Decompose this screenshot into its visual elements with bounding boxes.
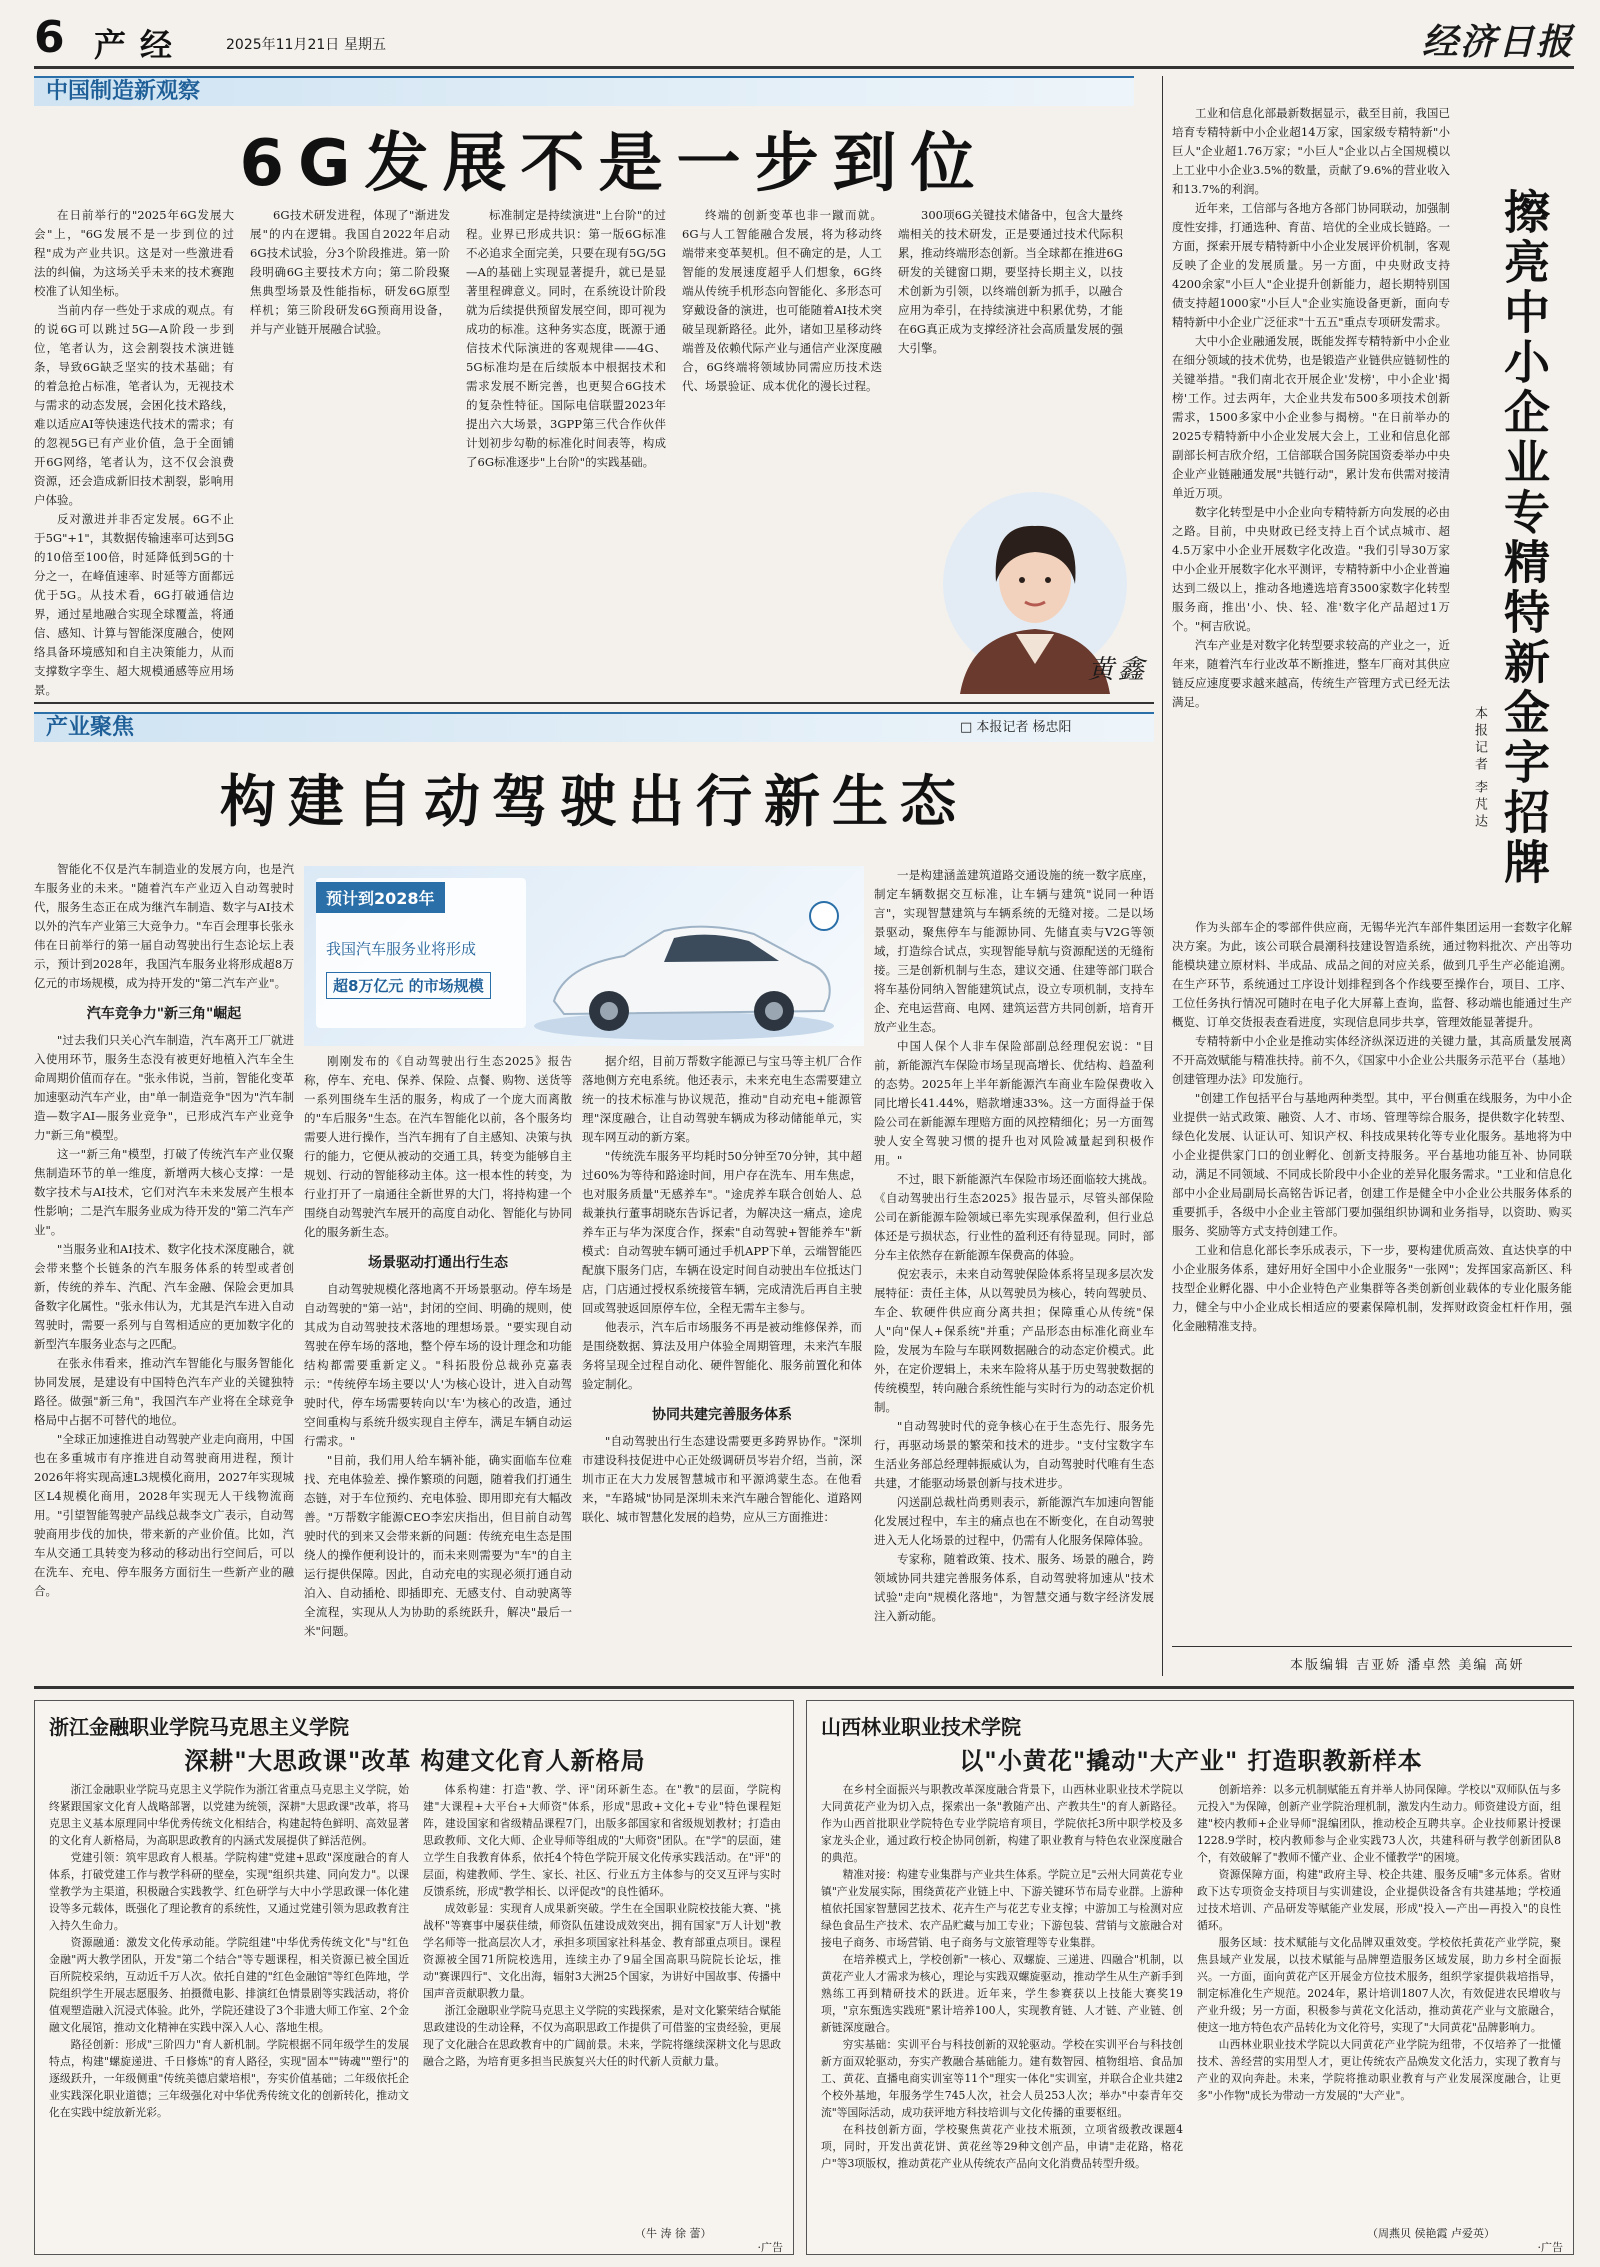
article2-byline: □ 本报记者 杨忠阳 (960, 720, 1072, 735)
ad2-col-2 (1197, 1781, 1561, 2221)
paragraph: 服务区域：技术赋能与文化品牌双重效变。学校依托黄花产业学院，聚焦县域产业发展，以技术赋能与品牌塑造服务区域发展，助力乡村全面振兴。一方面，面向黄花产区开展金方位技术服务，组织学家提供栽培指导，制定标准化生产规范。2024年，累计培训1807人次，有效促进农民增收与产业升级；另一方面，积极参与黄花文化活动，推动黄花产业与文旅融合，使这一地方特色农产品转化为文化符号，实现了"大同黄花"品牌影响力。 (1197, 1936, 1561, 2034)
article3-col-upper (1172, 104, 1450, 914)
editors-credit: 本版编辑 吉亚娇 潘卓然 美编 高妍 (1290, 1658, 1525, 1673)
ad1-signature: （牛 涛 徐 蕾） (635, 2227, 712, 2240)
paragraph: 在日前举行的"2025年6G发展大会"上，"6G发展不是一步到位的过程"成为产业共识。这是对一些激进看法的纠偏，为这场关乎未来的技术赛跑校准了认知坐标。 (34, 208, 234, 298)
caption-tag: 预计到2028年 (316, 882, 445, 913)
paragraph: 不过，眼下新能源汽车保险市场还面临较大挑战。《自动驾驶出行生态2025》报告显示，尽管头部保险公司在新能源车险领域已率先实现承保盈利，但行业总体还是亏损状态，行业性的盈利还有待显现。同时，部分车主依然存在新能源车保费高的体验。 (874, 1172, 1154, 1262)
ad1-col-2 (423, 1781, 781, 2221)
ad1-school: 浙江金融职业学院马克思主义学院 (49, 1715, 349, 1739)
article1-col-4 (682, 206, 882, 696)
paragraph: 资源保障方面，构建"政府主导、校企共建、服务反哺"多元体系。省财政下达专项资金支持项目与实训建设，企业提供设备含有共建基地；学校通过技术培训、产品研发等赋能产业发展，形成"投入—产出—再投入"的良性循环。 (1197, 1868, 1561, 1932)
car-illustration (524, 886, 854, 1046)
paragraph: 反对激进并非否定发展。6G不止于5G"+1"，其数据传输速率可达到5G的10倍至100倍，时延降低到5G的十分之一，在峰值速率、时延等方面都远优于5G。从技术看，6G打破通信边界，通过星地融合实现全球覆盖，将通信、感知、计算与智能深度融合，使网络具备环境感知和自主决策能力，从而支撑数字孪生、超大规模通感等应用场景。 (34, 512, 234, 696)
paragraph: 在科技创新方面，学校聚焦黄花产业技术瓶颈，立项省级教改课题4项，同时，开发出黄花饼、黄花丝等29种文创产品，申请"走花路，格花户"等3项版权，推动黄花产业从传统农产品向文化消费品转型升级。 (821, 2123, 1183, 2170)
paragraph: 一是构建涵盖建筑道路交通设施的统一数字底座，制定车辆数据交互标准，让车辆与建筑"说同一种语言"，实现智慧建筑与车辆系统的无缝对接。二是以场景驱动，聚焦停车与能源协同、先储直卖与V2G等领域，打造综合试点，实现智能导航与资源配送的无缝衔接。三是创新机制与生态，建议交通、住建等部门联合将车基份同纳入智能建筑试点，设立专项机制，支持车企、充电运营商、电网、建筑运营方共同创新，培育开放产业生态。 (874, 868, 1154, 1034)
advertorial-2 (806, 1700, 1574, 2255)
paragraph: 创新培养：以多元机制赋能五育并举人协同保障。学校以"双师队伍与多元投入"为保障，创新产业学院治理机制，激发内生动力。师资建设方面，组建"校内教师+企业导师"混编团队，推动校企互聘共享。企业技师累计授课1228.9学时，校内教师参与企业实践73人次，共建科研与教学创新团队8个，有效破解了"教师不懂产业、企业不懂教学"的困境。 (1197, 1783, 1561, 1864)
issue-weekday: 星期五 (344, 37, 386, 53)
paragraph: "目前，我们用人给车辆补能，确实面临车位难找、充电体验差、操作繁琐的问题，随着我们打通生态链，对于车位预约、充电体验、即用即充有大幅改善。"万帮数字能源CEO李宏庆指出，但目前自动驾驶时代的到来又会带来新的问题：传统充电生态是围绕人的操作便利设计的，而未来则需要为"车"的自主运行提供保障。因此，自动充电的实现必须打通自动泊入、自动插枪、即插即充、无感支付、自动驶离等全流程，实现从人为协助的系统跃升，解决"最后一米"问题。 (304, 1453, 572, 1638)
page-number: 6 (34, 12, 65, 63)
ad2-ad-mark: ·广告 (1537, 2241, 1563, 2254)
paragraph: 智能化不仅是汽车制造业的发展方向，也是汽车服务业的未来。"随着汽车产业迈入自动驾驶时代，服务生态正在成为继汽车制造、数字与AI技术以外的汽车产业第三大竞争力。"车百会理事长张永伟在日前举行的第一届自动驾驶出行生态论坛上表示，预计到2028年，我国汽车服务业将形成超8万亿元的市场规模，成为持开发的"第二汽车产业"。 (34, 862, 294, 990)
ad1-col-1 (49, 1781, 409, 2241)
subheading-2: 场景驱动打通出行生态 (368, 1255, 508, 1271)
caption-line: 超8万亿元 的市场规模 (326, 972, 491, 999)
page-header (34, 14, 1574, 70)
reporter-label: 本报记者 (1472, 706, 1487, 774)
paragraph: 刚刚发布的《自动驾驶出行生态2025》报告称，停车、充电、保养、保险、点餐、购物、送货等一系列围绕车生活的服务，构成了一个庞大而离散的"车后服务"生态。在汽车智能化以前，各个服务均需要人进行操作，当汽车拥有了自主感知、决策与执行的能力，它便从被动的交通工具，转变为能够自主规划、行动的智能移动主体。这一根本性的转变，为行业打开了一扇通往全新世界的大门，将持构建一个围绕自动驾驶汽车展开的高度自动化、智能化与协同化的服务新生态。 (304, 1054, 572, 1239)
paragraph: 专精特新中小企业是推动实体经济纵深迈进的关键力量，其高质量发展离不开高效赋能与精准扶持。前不久，《国家中小企业公共服务示范平台（基地）创建管理办法》印发施行。 (1172, 1034, 1572, 1086)
ad2-school: 山西林业职业技术学院 (821, 1715, 1021, 1739)
column-tag: 中国制造新观察 (46, 79, 201, 104)
paragraph: 穷实基础：实训平台与科技创新的双轮驱动。学校在实训平台与科技创新方面双轮驱动，夯实产教融合基础能力。建有数智园、植物组培、食品加工、黄花、直播电商实训室等11个"理实一体化"实训室，并联合企业共建2个校外基地，年服务学生745人次，社会人员253人次；举办"中泰青年交流"等国际活动，成功获评地方科技培训与文化传播的重要枢纽。 (821, 2038, 1183, 2119)
paragraph: 自动驾驶规模化落地离不开场景驱动。停车场是自动驾驶的"第一站"，封闭的空间、明确的规则，使其成为自动驾驶技术落地的理想场景。"要实现自动驾驶在停车场的落地，整个停车场的设计理念和功能结构都需要重新定义。"科拓股份总裁孙克嘉表示："传统停车场主要以'人'为核心设计，进入自动驾驶时代，停车场需要转向以'车'为核心的改造，通过空间重构与系统升级实现自主停车，满足车辆自动运行需求。" (304, 1282, 572, 1448)
subheading-3: 协同共建完善服务体系 (652, 1407, 792, 1423)
paragraph: "当服务业和AI技术、数字化技术深度融合，就会带来整个长链条的汽车服务体系的转型或者创新，传统的养车、汽配、汽车金融、保险会更加具备数字化属性。"张永伟认为，尤其是汽车进入自动驾驶时，需要一系列与自驾相适应的更加数字化的新型汽车服务业态与之匹配。 (34, 1242, 294, 1351)
article2-col-4 (874, 866, 1154, 1675)
masthead-logo: 经济日报 (1421, 21, 1574, 63)
paragraph: 党建引领：筑牢思政育人根基。学院构建"党建+思政"深度融合的育人体系，打破党建工作与教学科研的壁垒，实现"组织共建、同向发力"。以课堂教学为主渠道，积极融合实践教学、红色研学与大中小学思政课一体化建设等多元载体，既强化了理论教育的系统性，又通过党建引领为思政教育注入持久生命力。 (49, 1851, 409, 1932)
paragraph: "自动驾驶时代的竞争核心在于生态先行、服务先行，再驱动场景的繁荣和技术的进步。"支付宝数字车生活业务部总经理韩振威认为，自动驾驶时代唯有生态共建，才能驱动场景创新与技术进步。 (874, 1419, 1154, 1490)
paragraph: 汽车产业是对数字化转型要求较高的产业之一，近年来，随着汽车行业改革不断推进，整车厂商对其供应链反应速度要求越来越高，传统生产管理方式已经无法满足。 (1172, 638, 1450, 709)
paragraph: 工业和信息化部最新数据显示，截至目前，我国已培育专精特新中小企业超14万家，国家级专精特新"小巨人"企业超1.76万家；"小巨人"企业以占全国规模以上工业中小企业3.5%的数量，贡献了9.6%的营业收入和13.7%的利润。 (1172, 106, 1450, 196)
feature-illustration (304, 866, 864, 1046)
paragraph: 工业和信息化部长李乐成表示，下一步，要构建优质高效、直达快享的中小企业服务体系，建好用好全国中小企业服务"一张网"；发挥国家高新区、科技型企业孵化器、中小企业特色产业集群等各类创新创业载体的专业化服务能力，健全与中小企业成长相适应的要素保障机制，发挥财政资金杠杆作用，强化金融精准支持。 (1172, 1243, 1572, 1333)
article1-col-1 (34, 206, 234, 696)
paragraph: 路径创新：形成"三阶四力"育人新机制。学院根据不同年级学生的发展特点，构建"螺旋递进、千日修炼"的育人路径，实现"固本""铸魂""塑行"的逐级跃升，一年级侧重"传统美德启蒙培根"，夯实价值基础；二年级依托企业实践深化职业道德；三年级强化对中华优秀传统文化的创新转化，推动文化在实践中绽放新光彩。 (49, 2038, 409, 2119)
article2-col-2 (304, 1052, 572, 1675)
paragraph: 作为头部车企的零部件供应商，无锡华光汽车部件集团运用一套数字化解决方案。为此，该公司联合晨潮科技建设智造系统，通过物料批次、产出等功能模块建立原材料、半成品、成品之间的对应关系，做到几乎生产必能追溯。在生产环节，系统通过工序设计划排程到各个作线要至操作台，项目、工序、工位任务执行情况可随时在电子化大屏幕上查询，监督、移动端也能通过生产概览、订单交货报表查看进度，实现信息同步共享，管理效能显著提升。 (1172, 920, 1572, 1029)
article1-col-2 (250, 206, 450, 696)
paragraph: 标准制定是持续演进"上台阶"的过程。业界已形成共识：第一版6G标准不必追求全面完美，只要在现有5G/5G—A的基础上实现显著提升，就已是显著里程碑意义。同时，在系统设计阶段就为后续提供预留发展空间，即可视为成功的标准。这种务实态度，既源于通信技术代际演进的客观规律——4G、5G标准均是在后续版本中根据技术和需求发展不断完善，也更契合6G技术的复杂性特征。国际电信联盟2023年提出六大场景，3GPP第三代合作伙伴计划初步勾勒的标准化时间表等，构成了6G标准逐步"上台阶"的实践基础。 (466, 208, 666, 469)
paragraph: "创建工作包括平台与基地两种类型。其中，平台侧重在线服务，为中小企业提供一站式政策、融资、人才、市场、管理等综合服务，提供数字化转型、绿色化发展、认证认可、知识产权、科技成果转化等专业化服务。基地将为中小企业提供家门口的创业孵化、创新支持服务。平台基地功能互补、协同联动，满足不同领域、不同成长阶段中小企业的差异化服务需求。"工业和信息化部中小企业局副局长高铭告诉记者，创建工作是健全中小企业公共服务体系的重要抓手，各级中小企业主管部门要加强组织协调和业务指导，以资助、购买服务、奖励等方式支持创建工作。 (1172, 1091, 1572, 1238)
article2-title: 构建自动驾驶出行新生态 (220, 770, 968, 835)
article2-col-1 (34, 860, 294, 1675)
paragraph: 浙江金融职业学院马克思主义学院的实践探索，是对文化繁荣结合赋能思政建设的生动诠释，不仅为高职思政工作提供了可借鉴的宝贵经验，更展现了文化融合在思政教育中的广阔前景。未来，学院将继续深耕文化与思政融合之路，为培育更多担当民族复兴大任的时代新人贡献力量。 (423, 2004, 781, 2068)
column-tag-bar (34, 76, 1134, 106)
paragraph: 数字化转型是中小企业向专精特新方向发展的必由之路。目前，中央财政已经支持上百个试点城市、超4.5万家中小企业开展数字化改造。"我们引导30万家中小企业开展数字化水平测评，专精特新中小企业普遍达到二级以上，推动各地遴选培育3500家数字化转型服务商，推出'小、快、轻、准'数字化产品超过1万个。"柯吉欣说。 (1172, 505, 1450, 633)
paragraph: 成效彰显：实现育人成果新突破。学生在全国职业院校技能大赛、"挑战杯"等赛事中屡获佳绩，师资队伍建设成效突出，拥有国家"万人计划"教学名师等一批高层次人才，承担多项国家社科基金、教育部重点项目。课程资源被全国71所院校选用，连续主办了9届全国高职马院院长论坛，推动"赛课四行"、文化出海，辐射3大洲25个国家，为讲好中国故事、传播中国声音贡献职教力量。 (423, 1902, 781, 2000)
paragraph: 当前内存一些处于求成的观点。有的说6G可以跳过5G—A阶段一步到位，笔者认为，这会割裂技术演进链条，导致6G缺乏坚实的技术基础；有的着急抢占标准，笔者认为，无视技术与需求的动态发展，会困化技术路线，难以适应AI等快速迭代技术的需求；有的忽视5G已有产业价值，急于全面铺开6G网络，笔者认为，这不仅会浪费资源，还会造成新旧技术割裂，影响用户体验。 (34, 303, 234, 507)
paragraph: "过去我们只关心汽车制造，汽车离开工厂就进入使用环节，服务生态没有被更好地植入汽车全生命周期价值而存在。"张永伟说，当前，智能化变革加速驱动汽车产业，由"单一制造竞争"因为"汽车制造—数字AI—服务业竞争"，已形成汽车产业竞争力"新三角"模型。 (34, 1033, 294, 1142)
paragraph: 精准对接：构建专业集群与产业共生体系。学院立足"云州大同黄花专业镇"产业发展实际，围绕黄花产业链上中、下游关键环节布局专业群。上游种植依托国家智慧园艺技术、花卉生产与花艺专业支撑；中游加工与检测对应绿色食品生产技术、农产品贮藏与加工专业；下游包装、营销与文旅融合对接电子商务、市场营销、电子商务与文旅管理等专业集群。 (821, 1868, 1183, 1949)
section-name: 产经 (94, 26, 187, 64)
article1-col-3 (466, 206, 666, 696)
paragraph: 6G技术研发进程，体现了"渐进发展"的内在逻辑。我国自2022年启动6G技术试验，分3个阶段推进。第一阶段明确6G主要技术方向；第二阶段聚焦典型场景及性能指标，研发6G原型样机；第三阶段研发6G预商用设备，并与产业链开展融合试验。 (250, 208, 450, 336)
paragraph: 这一"新三角"模型，打破了传统汽车产业仅聚焦制造环节的单一维度，新增两大核心支撑：一是数字技术与AI技术，它们对汽车未来发展产生根本性影响；二是汽车服务业成为待开发的"第二汽车产业"。 (34, 1147, 294, 1237)
paragraph: 他表示，汽车后市场服务不再是被动维修保养，而是围绕数据、算法及用户体验全周期管理，未来汽车服务将呈现全过程自动化、硬件智能化、服务前置化和体验定制化。 (582, 1320, 862, 1391)
paragraph: 中国人保个人非车保险部副总经理倪宏说："目前，新能源汽车保险市场呈现高增长、优结构、趋盈利的态势。2025年上半年新能源汽车商业车险保费收入同比增长41.44%，赔款增速33%。这一方面得益于保险公司在新能源车理赔方面的风控精细化；另一方面驾驶人安全驾驶习惯的提升也对风险减量起到积极作用。" (874, 1039, 1154, 1167)
author-signature: 黄鑫 (1087, 655, 1148, 685)
ad2-col-1 (821, 1781, 1183, 2241)
paragraph: "自动驾驶出行生态建设需要更多跨界协作。"深圳市建设科技促进中心正处级调研员岑岩介绍，当前，深圳市正在大力发展智慧城市和平源鸿蒙生态。在他看来，"车路城"协同是深圳未来汽车融合智能化、道路网联化、城市智慧化发展的趋势，应从三方面推进： (582, 1434, 862, 1524)
paragraph: 浙江金融职业学院马克思主义学院作为浙江省重点马克思主义学院，始终紧跟国家文化育人战略部署，以党建为统领，深耕"大思政课"改革，将马克思主义基本原理同中华优秀传统文化相结合，构建起特色鲜明、高效显著的文化育人新格局，为高职思政教育的内涵式发展提供了鲜活范例。 (49, 1783, 409, 1847)
subheading-1: 汽车竞争力"新三角"崛起 (86, 1006, 242, 1022)
caption-line: 我国汽车服务业将形成 (326, 940, 477, 958)
reporter-name: 李芃达 (1472, 780, 1487, 831)
column-tag-2: 产业聚焦 (46, 715, 135, 740)
paragraph: 据介绍，目前万帮数字能源已与宝马等主机厂合作落地侧方充电系统。他还表示，未来充电生态需要建立统一的技术标准与协议规范，推动"自动充电+能源管理"深度融合，让自动驾驶车辆成为移动储能单元，实现车网互动的新方案。 (582, 1054, 862, 1144)
paragraph: 在张永伟看来，推动汽车智能化与服务智能化协同发展，是建设有中国特色汽车产业的关键独特路径。做强"新三角"，我国汽车产业将在全球竞争格局中占据不可替代的地位。 (34, 1356, 294, 1427)
ad1-ad-mark: ·广告 (757, 2241, 783, 2254)
article1-col-5 (898, 206, 1123, 486)
paragraph: 专家称，随着政策、技术、服务、场景的融合，跨领域协同共建完善服务体系，自动驾驶将加速从"技术试验"走向"规模化落地"，为智慧交通与数字经济发展注入新动能。 (874, 1552, 1154, 1623)
article3-col-lower (1172, 918, 1572, 1638)
ad2-signature: （周燕贝 侯艳霞 卢爱英） (1367, 2227, 1495, 2240)
advertorial-1 (34, 1700, 794, 2255)
author-portrait (930, 484, 1148, 694)
article1-title: 6G发展不是一步到位 (239, 127, 989, 201)
paragraph: 倪宏表示，未来自动驾驶保险体系将呈现多层次发展特征：责任主体，从以驾驶员为核心，转向驾驶员、车企、软硬件供应商分离共担；保障重心从传统"保人"向"保人+保系统"并重；产品形态由标准化商业车险，发展为车险与车联网数据融合的动态定价模式。此外，在定价逻辑上，未来车险将从基于历史驾驶数据的传统模型，转向融合系统性能与实时行为的动态定价机制。 (874, 1267, 1154, 1414)
paragraph: 近年来，工信部与各地方各部门协同联动，加强制度性安排，打通选种、育苗、培优的全业成长链路。一方面，探索开展专精特新中小企业发展评价机制，客观反映了企业的发展质量。另一方面，中央财政支持4200余家"小巨人"企业提升创新能力，超长期特别国债支持超1000家"小巨人"企业实施设备更新，面向专精特新中小企业广泛征求"十五五"重点专项研发需求。 (1172, 201, 1450, 329)
ad1-title: 深耕"大思政课"改革 构建文化育人新格局 (184, 1747, 646, 1775)
caption-box (316, 878, 526, 1028)
paragraph: "传统洗车服务平均耗时50分钟至70分钟，其中超过60%为等待和路途时间，用户存在洗车、用车焦虑，也对服务质量"无感养车"。"途虎养车联合创始人、总裁兼执行董事胡晓东告诉记者，为解决这一痛点，途虎养车正与华为深度合作，探索"自动驾驶+智能养车"新模式：自动驾驶车辆可通过手机APP下单，云端智能匹配旗下服务门店，车辆在设定时间自动驶出车位抵达门店，门店通过授权系统接管车辆，完成清洗后再自主驶回或驾驶返回原停车位，全程无需车主参与。 (582, 1149, 862, 1315)
paragraph: 山西林业职业技术学院以大同黄花产业学院为纽带，不仅培养了一批懂技术、善经营的实用型人才，更让传统农产品焕发文化活力，实现了教育与产业的双向奔赴。未来，学院将推动职业教育与产业发展深度融合，让更多"小作物"成长为带动一方发展的"大产业"。 (1197, 2038, 1561, 2102)
article3-vertical-title: 擦亮中小企业专精特新金字招牌 (1497, 188, 1551, 888)
paragraph: 闪送副总裁杜尚勇则表示，新能源汽车加速向智能化发展过程中，车主的痛点也在不断变化，在自动驾驶进入无人化场景的过程中，仍需有人化服务保障体验。 (874, 1495, 1154, 1547)
ad2-title: 以"小黄花"撬动"大产业" 打造职教新样本 (959, 1747, 1423, 1775)
paragraph: 资源融通：激发文化传承动能。学院组建"中华优秀传统文化"与"红色金融"两大教学团队，开发"第二个结合"等专题课程，相关资源已被全国近百所院校采纳，互动近千万人次。依托自建的"红色金融馆"等红色阵地，学院组织学生开展志愿服务、拍摄微电影、排演红色情景剧等实践活动，将价值观塑造融入沉浸式体验。此外，学院还建设了3个非遗大师工作室、2个金融文化展馆，推动文化精神在实践中深入人心、落地生根。 (49, 1936, 409, 2034)
paragraph: 大中小企业融通发展，既能发挥专精特新中小企业在细分领域的技术优势，也是锻造产业链供应链韧性的关键举措。"我们南北衣开展企业'发榜'，中小企业'揭榜'工作。过去两年，大企业共发布500多项技术创新需求，1500多家中小企业参与揭榜。"在日前举办的2025专精特新中小企业发展大会上，工业和信息化部副部长柯吉欣介绍，工信部联合国务院国资委举办中央企业产业链融通发展"共链行动"，累计发布供需对接清单近万项。 (1172, 334, 1450, 500)
paragraph: 300项6G关键技术储备中，包含大量终端相关的技术研发，正是要通过技术代际积累，推动终端形态创新。当全球都在推进6G研发的关键窗口期，要坚持长期主义，以技术创新为引领，以终端创新为抓手，以融合应用为牵引，在持续演进中积累优势，才能在6G真正成为支撑经济社会高质量发展的强大引擎。 (898, 208, 1123, 355)
paragraph: 在培养模式上，学校创新"一核心、双螺旋、三递进、四融合"机制，以黄花产业人才需求为核心，理论与实践双螺旋驱动，推动学生从生产新手到熟练工再到精研技术的跃进。近年来，学生参赛获以上技能大赛奖19项，"京东甄选实践班"累计培养100人，实现教育链、人才链、产业链、创新链深度融合。 (821, 1953, 1183, 2034)
paragraph: 终端的创新变革也非一蹴而就。6G与人工智能融合发展，将为移动终端带来变革契机。但不确定的是，人工智能的发展速度超乎人们想象，6G终端从传统手机形态向智能化、多形态可穿戴设备的演进，也可能随着AI技术突破呈现新路径。此外，诸如卫星移动终端普及依赖代际产业与通信产业深度融合，6G终端将领域协同需应历技术迭代、场景验证、成本优化的漫长过程。 (682, 208, 882, 393)
paragraph: "全球正加速推进自动驾驶产业走向商用，中国也在多重城市有序推进自动驾驶商用进程，预计2026年将实现高速L3规模化商用，2027年实现城区L4规模化商用，2028年实现无人干线物流商用。"引望智能驾驶产品线总裁李文广表示，自动驾驶商用步伐的加快，带来新的产业价值。比如，汽车从交通工具转变为移动的移动出行空间后，可以在洗车、充电、停车服务方面衍生一些新产业的融合。 (34, 1432, 294, 1598)
article2-col-3 (582, 1052, 862, 1675)
paragraph: 体系构建：打造"教、学、评"闭环新生态。在"教"的层面，学院构建"大课程+大平台+大师资"体系，形成"思政+文化+专业"特色课程矩阵，建设国家和省级精品课程7门，出版多部国家和省级规划教材；打造由思政教师、文化大师、企业导师等组成的"大师资"团队。在"学"的层面，建立学生自我教育体系，依托4个特色学院开展文化传承实践活动。在"评"的层面，构建教师、学生、家长、社区、行业五方主体参与的交叉互评与实时反馈系统，形成"教学相长、以评促改"的良性循环。 (423, 1783, 781, 1898)
paragraph: 在乡村全面振兴与职教改革深度融合背景下，山西林业职业技术学院以大同黄花产业为切入点，探索出一条"教随产出、产教共生"的育人新路径。作为山西首批职业学院特色专业学院培育项目，学院依托3所中职学校及多家龙头企业，通过政行校企协同创新，构建了职业教育与特色农业深度融合的典范。 (821, 1783, 1183, 1864)
issue-date: 2025年11月21日 (226, 37, 340, 53)
